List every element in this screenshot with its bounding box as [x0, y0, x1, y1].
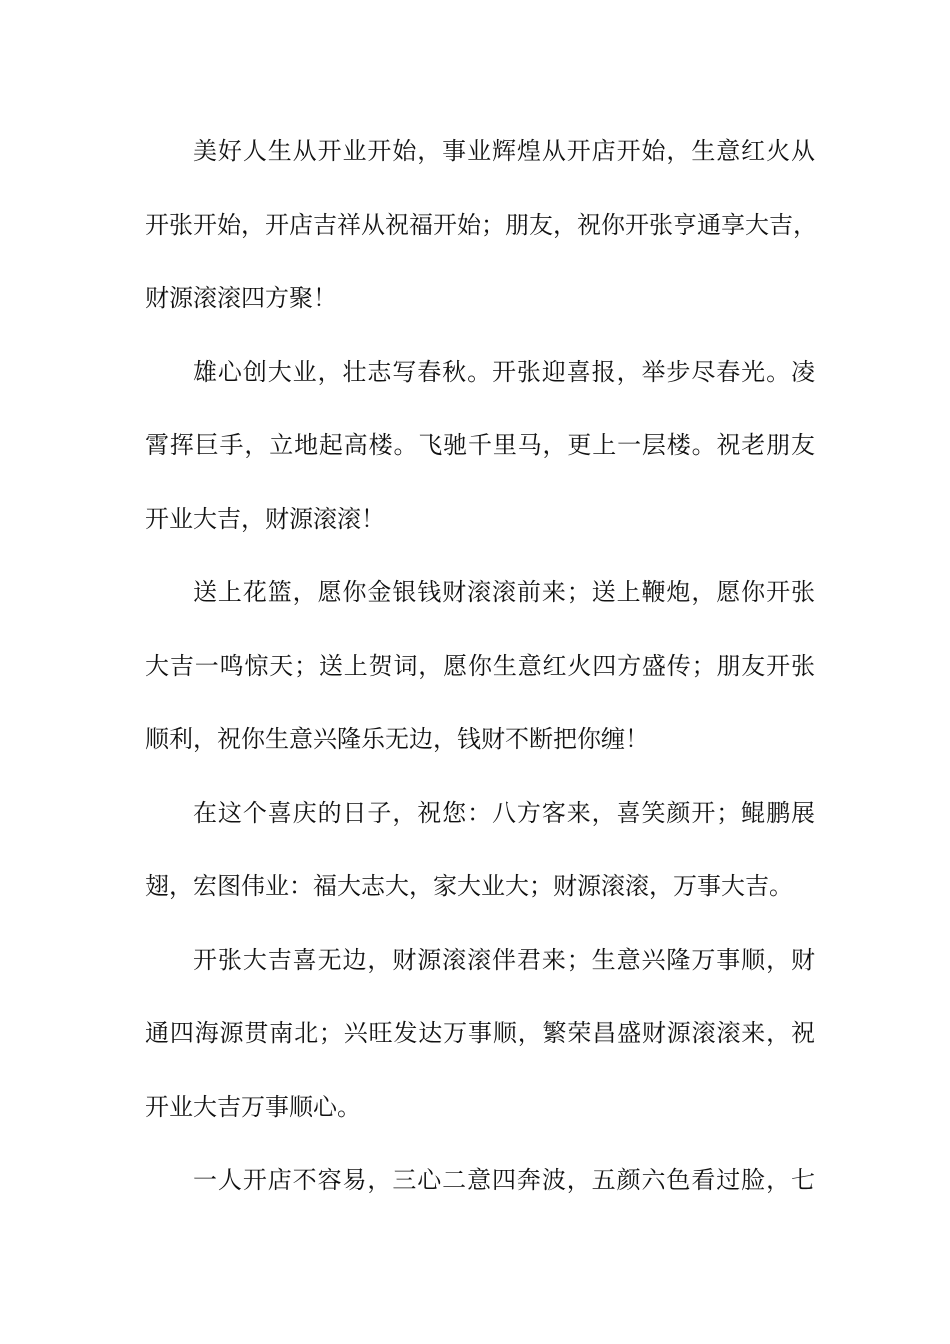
paragraph-3-line-3: 顺利，祝你生意兴隆乐无边，钱财不断把你缠！ — [145, 725, 649, 753]
paragraph-1-line-3: 财源滚滚四方聚！ — [145, 284, 337, 312]
paragraph-2-line-1: 雄心创大业，壮志写春秋。开张迎喜报，举步尽春光。凌 — [193, 357, 815, 386]
paragraph-4-line-1: 在这个喜庆的日子，祝您：八方客来，喜笑颜开；鲲鹏展 — [193, 798, 815, 827]
paragraph-2-line-2: 霄挥巨手，立地起高楼。飞驰千里马，更上一层楼。祝老朋友 — [145, 431, 815, 459]
paragraph-2-line-3: 开业大吉，财源滚滚！ — [145, 504, 385, 533]
paragraph-4-line-2: 翅，宏图伟业：福大志大，家大业大；财源滚滚，万事大吉。 — [145, 872, 793, 900]
paragraph-5-line-1: 开张大吉喜无边，财源滚滚伴君来；生意兴隆万事顺，财 — [193, 945, 815, 974]
paragraph-3-line-2: 大吉一鸣惊天；送上贺词，愿你生意红火四方盛传；朋友开张 — [145, 651, 815, 680]
paragraph-1-line-2: 开张开始，开店吉祥从祝福开始；朋友，祝你开张亨通享大吉， — [145, 210, 817, 239]
paragraph-6-line-1: 一人开店不容易，三心二意四奔波，五颜六色看过脸，七 — [193, 1166, 815, 1194]
document-body — [145, 125, 815, 1228]
paragraph-3-line-1: 送上花篮，愿你金银钱财滚滚前来；送上鞭炮，愿你开张 — [193, 578, 815, 606]
paragraph-5-line-3: 开业大吉万事顺心。 — [145, 1092, 361, 1121]
paragraph-5-line-2: 通四海源贯南北；兴旺发达万事顺，繁荣昌盛财源滚滚来，祝 — [145, 1019, 815, 1047]
paragraph-1-line-1: 美好人生从开业开始，事业辉煌从开店开始，生意红火从 — [193, 137, 815, 165]
